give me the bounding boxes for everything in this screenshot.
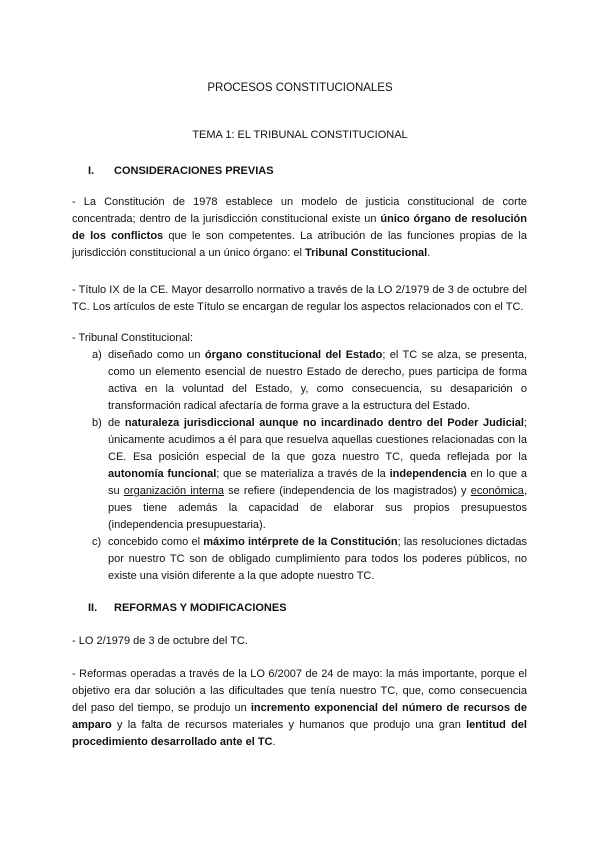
paragraph-reformas xyxy=(72,666,527,751)
list-item-b xyxy=(72,415,527,534)
text-run: - Reformas operadas a través de la LO 6/2007 de 24 de mayo: la más importante, porque el objetivo era dar solución a las dificultades que tenía nuestro TC, que, como consecuencia del paso del tiempo, se produjo un xyxy=(72,668,527,714)
bold-run: independencia xyxy=(389,468,467,480)
underlined-run: económica xyxy=(470,485,524,497)
text-run: ; que se materializa a través de la xyxy=(216,468,390,480)
text-run: ; las resoluciones dictadas por nuestro TC son de obligado cumplimiento para todos los poderes públicos, no existe una visión diferente a la que adopte nuestro TC. xyxy=(108,536,528,582)
text-run: . xyxy=(427,247,431,259)
bold-run: único órgano de resolución de los conflictos xyxy=(72,213,527,242)
underlined-run: organización interna xyxy=(123,485,224,497)
text-run: - Título IX de la CE. Mayor desarrollo normativo a través de la LO 2/1979 de 3 de octubre del TC. Los artículos de este Título se encargan de regular los aspectos relacionados con el TC. xyxy=(72,284,527,313)
text-run: se refiere (independencia de los magistrados) y xyxy=(223,485,471,497)
paragraph-constitucion xyxy=(72,194,527,262)
bold-run: incremento exponencial del número de recursos de amparo xyxy=(72,702,527,731)
bold-run: autonomía funcional xyxy=(108,468,217,480)
section-heading-1 xyxy=(88,163,274,180)
text-run: ; únicamente acudimos a él para que resuelva aquellas cuestiones relacionadas con la CE. Esa posición especial de la que goza nuestro TC, queda reflejada por la xyxy=(108,417,527,463)
list-item-c xyxy=(72,534,527,585)
document-subtitle: TEMA 1: EL TRIBUNAL CONSTITUCIONAL xyxy=(192,129,408,141)
section-heading-2 xyxy=(88,600,287,617)
bold-run: máximo intérprete de la Constitución xyxy=(203,536,398,548)
text-run: que le son competentes. La atribución de las funciones propias de la jurisdicción constitucional a un único órgano: el xyxy=(72,230,527,259)
text-run: ; el TC se alza, se presenta, como un elemento esencial de nuestro Estado de derecho, pues participa de forma activa en la voluntad del Estado, y, como consecuencia, su desaparición o transformación radical afectaría de forma grave a la estructura del Estado. xyxy=(108,349,527,412)
list-item-a xyxy=(72,347,527,415)
list-marker: c) xyxy=(92,536,102,548)
section-title: CONSIDERACIONES PREVIAS xyxy=(114,165,274,177)
text-run: concebido como el xyxy=(108,536,204,548)
text-run: - LO 2/1979 de 3 de octubre del TC. xyxy=(72,635,248,647)
bold-run: lentitud del procedimiento desarrollado ante el TC xyxy=(72,719,527,748)
text-run: diseñado como un xyxy=(108,349,205,361)
section-title: REFORMAS Y MODIFICACIONES xyxy=(114,602,287,614)
paragraph-lo-1979 xyxy=(72,633,527,650)
bold-run: órgano constitucional del Estado xyxy=(204,349,383,361)
section-number: II. xyxy=(88,602,98,614)
text-run: y la falta de recursos materiales y humanos que produjo una gran xyxy=(111,719,467,731)
section-number: I. xyxy=(88,165,95,177)
document-title: PROCESOS CONSTITUCIONALES xyxy=(207,82,393,94)
list-marker: b) xyxy=(92,417,102,429)
bold-run: Tribunal Constitucional xyxy=(304,247,428,259)
text-run: , pues tiene además la capacidad de elaborar sus propios presupuestos (independencia presupuestaria). xyxy=(108,485,527,531)
list-intro: - Tribunal Constitucional: xyxy=(72,332,194,344)
paragraph-titulo-ix xyxy=(72,282,527,316)
text-run: en lo que a su xyxy=(108,468,528,497)
text-run: - La Constitución de 1978 establece un modelo de justicia constitucional de corte concentrada; dentro de la jurisdicción constitucional existe un xyxy=(72,196,527,225)
text-run: . xyxy=(272,736,276,748)
list-marker: a) xyxy=(92,349,102,361)
tc-characteristics-list xyxy=(72,330,527,585)
bold-run: naturaleza jurisdiccional aunque no incardinado dentro del Poder Judicial xyxy=(124,417,524,429)
text-run: de xyxy=(108,417,125,429)
